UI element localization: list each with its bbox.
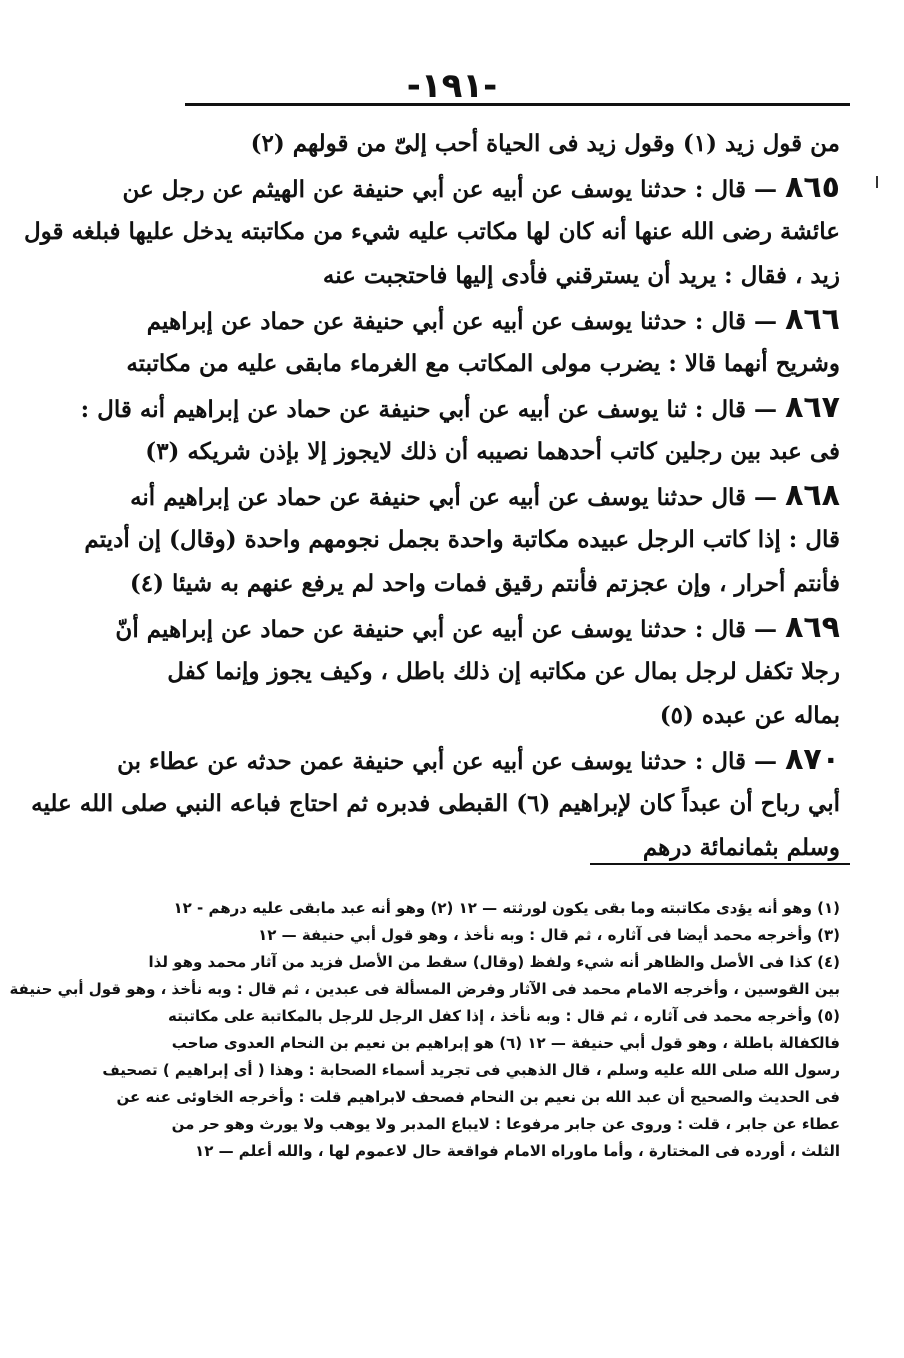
footnote-line: (١) وهو أنه يؤدى مكاتبته وما بقى يكون لورثته — ١٢ (٢) وهو أنه عبد مابقى عليه درهم - ١٢ [173,899,840,917]
footnote-line: رسول الله صلى الله عليه وسلم ، قال الذهبي فى تجريد أسماء الصحابة : وهذا ( أى إبراهيم ) تصحيف [102,1061,840,1079]
entry-868-line-2: قال : إذا كاتب الرجل عبيده مكاتبة واحدة بجمل نجومهم واحدة (وقال) إن أديتم [84,526,840,553]
entry-number: ٨٧٠ [785,742,840,777]
entry-869-line-3: بماله عن عبده (٥) [659,702,840,729]
footnote-line: بين القوسين ، وأخرجه الامام محمد فى الآثار وفرض المسألة فى عبدين ، ثم قال : وبه نأخذ ، وهو قول أبي حنيفة [9,980,840,998]
entry-number: ٨٦٨ [785,478,840,513]
header-rule [185,103,850,106]
entry-867-line-1: ٨٦٧ — قال : ثنا يوسف عن أبيه عن أبي حنيفة عن حماد عن إبراهيم أنه قال : [80,390,840,425]
entry-866-line-1: ٨٦٦ — قال : حدثنا يوسف عن أبيه عن أبي حنيفة عن حماد عن إبراهيم [146,302,840,337]
entry-870-line-2: أبي رباح أن عبداً كان لإبراهيم (٦) القبطى فدبره ثم احتاج فباعه النبي صلى الله عليه [31,790,840,817]
entry-870-line-3: وسلم بثمانمائة درهم [642,834,840,861]
entry-number: ٨٦٥ [785,170,840,205]
page-number: -١٩١- [406,66,498,106]
entry-869-line-1: ٨٦٩ — قال : حدثنا يوسف عن أبيه عن أبي حنيفة عن حماد عن إبراهيم أنّ [115,610,840,645]
margin-mark [876,176,878,188]
entry-869-line-2: رجلا تكفل لرجل بمال عن مكاتبه إن ذلك باطل ، وكيف يجوز وإنما كفل [167,658,840,685]
entry-865-line-1: ٨٦٥ — قال : حدثنا يوسف عن أبيه عن أبي حنيفة عن الهيثم عن رجل عن [122,170,840,205]
entry-number: ٨٦٩ [785,610,840,645]
entry-number: ٨٦٦ [785,302,840,337]
entry-865-line-2: عائشة رضى الله عنها أنه كان لها مكاتب عليه شيء من مكاتبته يدخل عليها فبلغه قول [23,218,840,245]
footnote-line: عطاء عن جابر ، قلت : وروى عن جابر مرفوعا : لايباع المدبر ولا يوهب ولا يورث وهو حر من [171,1115,840,1133]
footnotes [9,895,840,1165]
footnote-line: فى الحديث والصحيح أن عبد الله بن نعيم بن النحام فصحف لابراهيم قلت : وأخرجه الخاوئى عنه عن [116,1088,840,1106]
footnote-line: فالكفالة باطلة ، وهو قول أبي حنيفة — ١٢ (٦) هو إبراهيم بن نعيم بن النحام العدوى صاحب [171,1034,840,1052]
entry-867-line-2: فى عبد بين رجلين كاتب أحدهما نصيبه أن ذلك لايجوز إلا بإذن شريكه (٣) [145,438,840,465]
main-text [23,122,840,870]
footnote-line: (٥) وأخرجه محمد فى آثاره ، ثم قال : وبه نأخذ ، إذا كفل الرجل للرجل بالمكاتبة على مكاتبته [168,1007,840,1025]
footnote-line: الثلث ، أورده فى المختارة ، وأما ماوراه الامام فواقعة حال لاعموم لها ، والله أعلم — ١٢ [195,1142,840,1160]
footnote-rule [590,863,850,865]
entry-870-line-1: ٨٧٠ — قال : حدثنا يوسف عن أبيه عن أبي حنيفة عمن حدثه عن عطاء بن [117,742,840,777]
entry-865-line-3: زيد ، فقال : يريد أن يسترقني فأدى إليها فاحتجبت عنه [322,262,840,289]
footnote-line: (٤) كذا فى الأصل والظاهر أنه شيء ولفظ (وقال) سقط من الأصل فزيد من آثار محمد وهو لذا [148,953,840,971]
entry-number: ٨٦٧ [785,390,840,425]
footnote-line: (٣) وأخرجه محمد أيضا فى آثاره ، ثم قال : وبه نأخذ ، وهو قول أبي حنيفة — ١٢ [258,926,840,944]
entry-866-line-2: وشريح أنهما قالا : يضرب مولى المكاتب مع الغرماء مابقى عليه من مكاتبته [126,350,840,377]
entry-868-line-3: فأنتم أحرار ، وإن عجزتم فأنتم رقيق فمات واحد لم يرفع عنهم به شيئا (٤) [129,570,840,597]
entry-868-line-1: ٨٦٨ — قال حدثنا يوسف عن أبيه عن أبي حنيفة عن حماد عن إبراهيم أنه [130,478,840,513]
opening-line: من قول زيد (١) وقول زيد فى الحياة أحب إلىّ من قولهم (٢) [250,130,840,157]
